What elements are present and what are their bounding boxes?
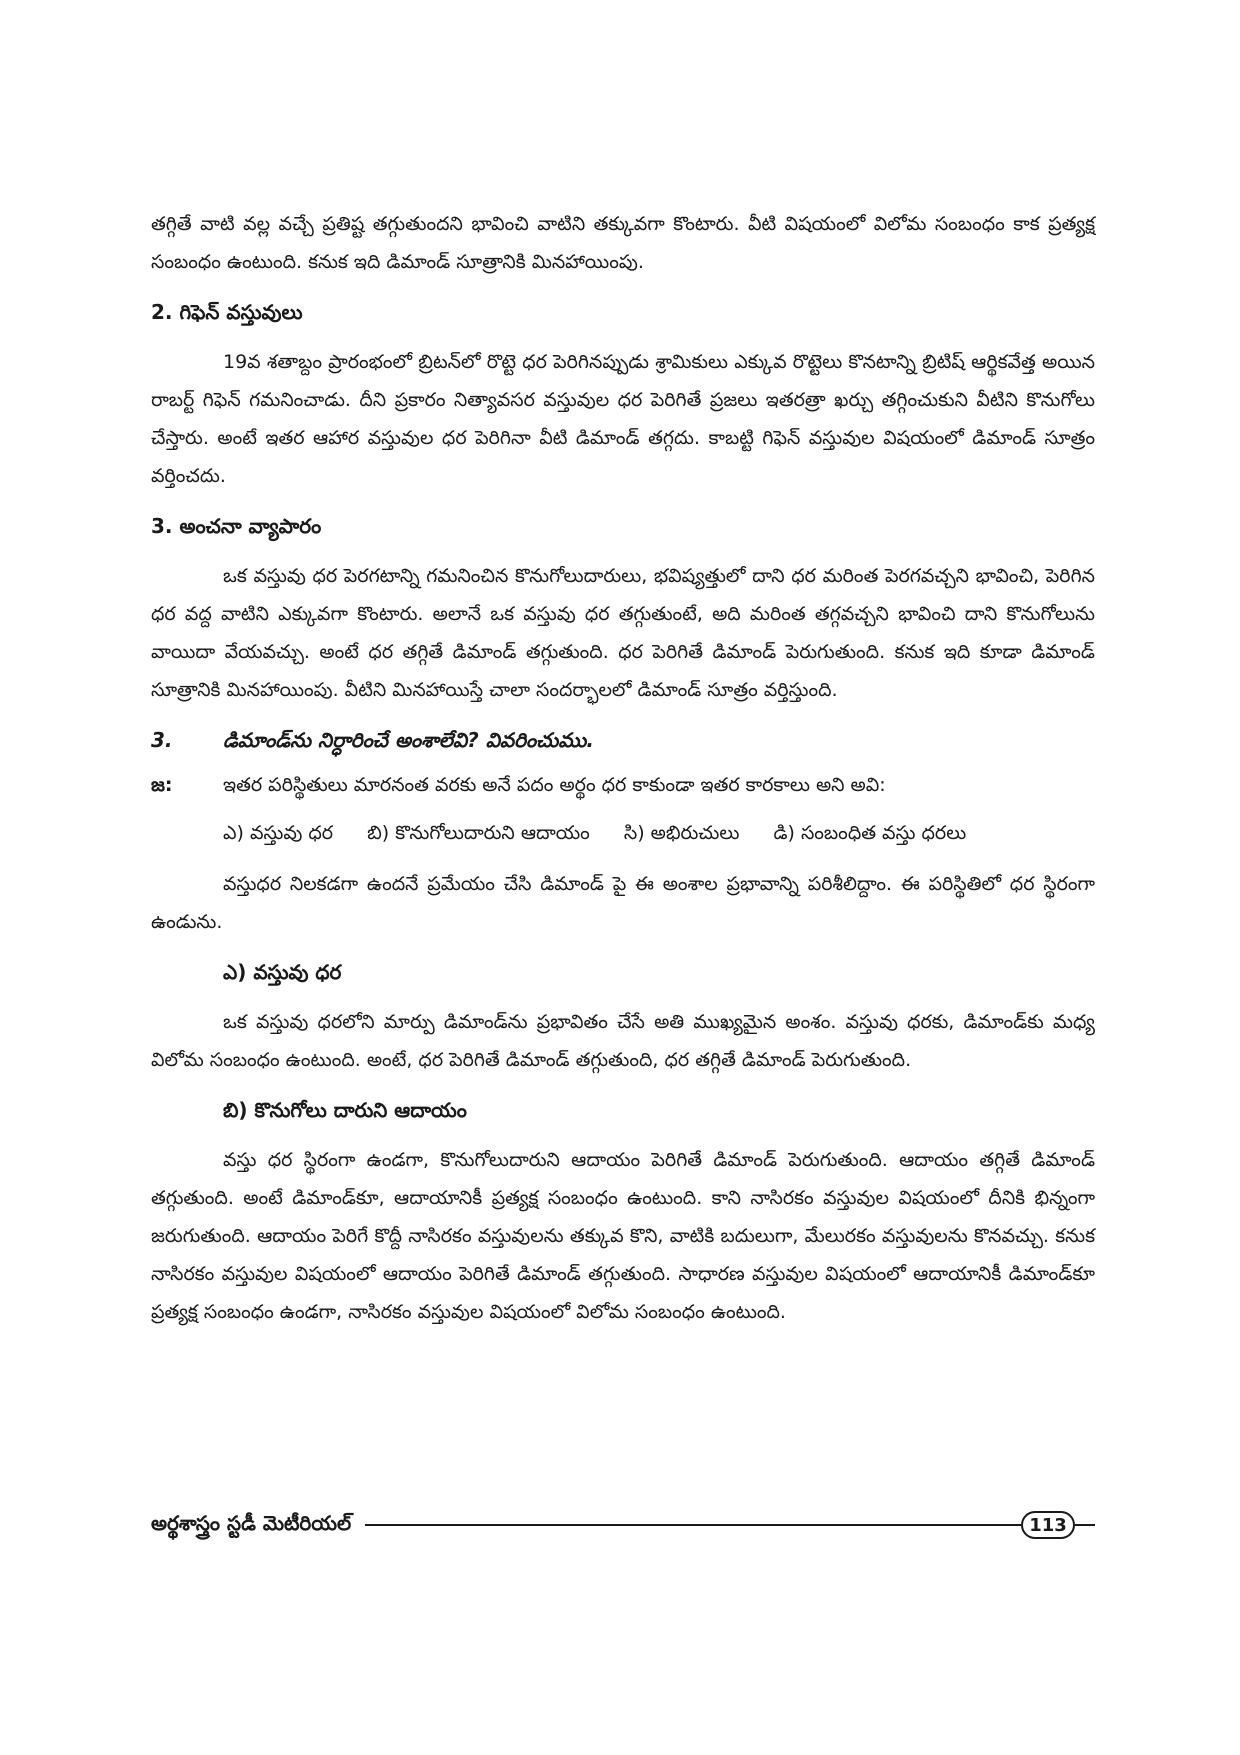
- answer-text: ఇతర పరిస్థితులు మారనంత వరకు అనే పదం అర్థం ధర కాకుండా ఇతర కారకాలు అని అవి:: [223, 774, 886, 796]
- heading-price: ఎ) వస్తువు ధర: [223, 960, 342, 984]
- option-item: సి) అభిరుచులు: [623, 822, 740, 844]
- question-number: 3.: [151, 728, 173, 752]
- answer-label: జ:: [151, 774, 173, 796]
- heading-giffen-goods: 2. గిఫెన్ వస్తువులు: [151, 300, 303, 324]
- paragraph-intro: తగ్గితే వాటి వల్ల వచ్చే ప్రతిష్ట తగ్గుతుందని భావించి వాటిని తక్కువగా కొంటారు. వీటి విషయంలో విలోమ సంబంధం కాక ప్రత్యక్ష సంబంధం ఉంటుంది. కనుక ఇది డిమాండ్ సూత్రానికి మినహాయింపు.: [151, 213, 1095, 273]
- page-number-badge: 113: [1021, 1511, 1075, 1539]
- option-item: బి) కొనుగోలుదారుని ఆదాయం: [367, 822, 590, 844]
- paragraph-assumption: వస్తుధర నిలకడగా ఉందనే ప్రమేయం చేసి డిమాండ్ పై ఈ అంశాల ప్రభావాన్ని పరిశీలిద్దాం. ఈ పరిస్థితిలో ధర స్థిరంగా ఉండును.: [151, 873, 1095, 933]
- paragraph-speculation: ఒక వస్తువు ధర పెరగటాన్ని గమనించిన కొనుగోలుదారులు, భవిష్యత్తులో దాని ధర మరింత పెరగవచ్చని భావించి, పెరిగిన ధర వద్ద వాటిని ఎక్కువగా కొంటారు. అలానే ఒక వస్తువు ధర తగ్గుతుంటే, అది మరింత తగ్గవచ్చని భావించి దాని కొనుగోలును వాయిదా వేయవచ్చు. అంటే ధర తగ్గితే డిమాండ్ తగ్గుతుంది. ధర పెరిగితే డిమాండ్ పెరుగుతుంది. కనుక ఇది కూడా డిమాండ్ సూత్రానికి మినహాయింపు. వీటిని మినహాయిస్తే చాలా సందర్భాలలో డిమాండ్ సూత్రం వర్తిస్తుంది.: [151, 565, 1095, 701]
- paragraph-giffen: 19వ శతాబ్దం ప్రారంభంలో బ్రిటన్‌లో రొట్టె ధర పెరిగినప్పుడు శ్రామికులు ఎక్కువ రొట్టెలు కొనటాన్ని బ్రిటిష్ ఆర్థికవేత్త అయిన రాబర్ట్ గిఫెన్ గమనించాడు. దీని ప్రకారం నిత్యావసర వస్తువుల ధర పెరిగితే ప్రజలు ఇతరత్రా ఖర్చు తగ్గించుకుని వీటిని కొనుగోలు చేస్తారు. అంటే ఇతర ఆహార వస్తువుల ధర పెరిగినా వీటి డిమాండ్ తగ్గదు. కాబట్టి గిఫెన్ వస్తువుల విషయంలో డిమాండ్ సూత్రం వర్తించదు.: [151, 351, 1095, 487]
- answer-row: [151, 767, 1095, 803]
- footer-title: అర్థశాస్త్రం స్టడీ మెటీరియల్: [151, 1510, 352, 1535]
- paragraph-price: ఒక వస్తువు ధరలోని మార్పు డిమాండ్‌ను ప్రభావితం చేసే అతి ముఖ్యమైన అంశం. వస్తువు ధరకు, డిమాండ్‌కు మధ్య విలోమ సంబంధం ఉంటుంది. అంటే, ధర పెరిగితే డిమాండ్ తగ్గుతుంది, ధర తగ్గితే డిమాండ్ పెరుగుతుంది.: [151, 1011, 1095, 1071]
- option-item: ఎ) వస్తువు ధర: [223, 822, 334, 844]
- paragraph-income: వస్తు ధర స్థిరంగా ఉండగా, కొనుగోలుదారుని ఆదాయం పెరిగితే డిమాండ్ పెరుగుతుంది. ఆదాయం తగ్గితే డిమాండ్ తగ్గుతుంది. అంటే డిమాండ్‌కూ, ఆదాయానికీ ప్రత్యక్ష సంబంధం ఉంటుంది. కాని నాసిరకం వస్తువుల విషయంలో దీనికి భిన్నంగా జరుగుతుంది. ఆదాయం పెరిగే కొద్దీ నాసిరకం వస్తువులను తక్కువ కొని, వాటికి బదులుగా, మేలురకం వస్తువులను కొనవచ్చు. కనుక నాసిరకం వస్తువుల విషయంలో ఆదాయం పెరిగితే డిమాండ్ తగ్గుతుంది. సాధారణ వస్తువుల విషయంలో ఆదాయానికీ డిమాండ్‌కూ ప్రత్యక్ష సంబంధం ఉండగా, నాసిరకం వస్తువుల విషయంలో విలోమ సంబంధం ఉంటుంది.: [151, 1149, 1095, 1323]
- heading-income: బి) కొనుగోలు దారుని ఆదాయం: [223, 1098, 467, 1122]
- page-body: [151, 205, 1095, 1345]
- question-row: [151, 723, 1095, 757]
- footer-rule: [365, 1524, 1021, 1526]
- heading-speculation: 3. అంచనా వ్యాపారం: [151, 514, 322, 538]
- footer-rule-tail: [1075, 1524, 1095, 1526]
- page-footer: [151, 1505, 1095, 1545]
- option-item: డి) సంబంధిత వస్తు ధరలు: [773, 822, 967, 844]
- question-text: డిమాండ్‌ను నిర్ధారించే అంశాలేవి? వివరించుము.: [223, 728, 594, 752]
- factor-options: [151, 813, 1095, 853]
